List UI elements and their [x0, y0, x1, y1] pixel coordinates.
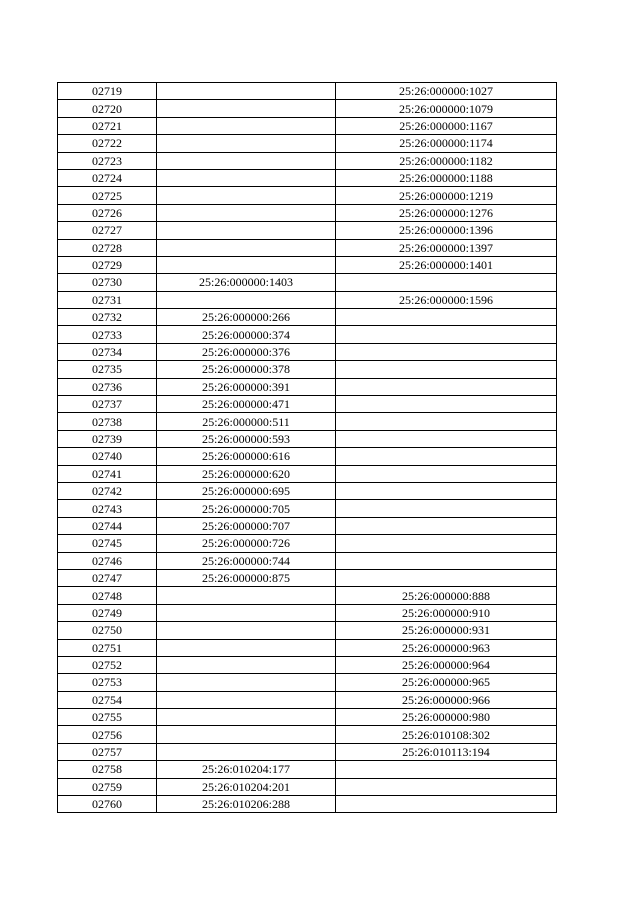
row-number-cell: 02726: [58, 204, 157, 221]
row-number-cell: 02741: [58, 465, 157, 482]
cadastral-number-cell-b: 25:26:010113:194: [336, 743, 557, 760]
table-row: [58, 482, 557, 499]
cadastral-number-cell-a: [157, 239, 336, 256]
table-row: [58, 187, 557, 204]
row-number-cell: 02750: [58, 622, 157, 639]
cadastral-number-cell-a: 25:26:000000:620: [157, 465, 336, 482]
row-number-cell: 02737: [58, 396, 157, 413]
cadastral-number-cell-a: 25:26:000000:471: [157, 396, 336, 413]
cadastral-number-cell-b: 25:26:000000:1027: [336, 83, 557, 100]
cadastral-number-cell-a: [157, 726, 336, 743]
cadastral-number-cell-b: [336, 552, 557, 569]
cadastral-number-cell-b: [336, 517, 557, 534]
row-number-cell: 02729: [58, 256, 157, 273]
cadastral-number-cell-a: [157, 169, 336, 186]
table-row: [58, 604, 557, 621]
row-number-cell: 02719: [58, 83, 157, 100]
cadastral-number-cell-a: [157, 587, 336, 604]
cadastral-number-cell-a: [157, 604, 336, 621]
cadastral-number-cell-a: [157, 187, 336, 204]
cadastral-number-cell-b: [336, 482, 557, 499]
table-row: [58, 709, 557, 726]
row-number-cell: 02727: [58, 222, 157, 239]
row-number-cell: 02745: [58, 535, 157, 552]
cadastral-number-cell-b: [336, 448, 557, 465]
row-number-cell: 02728: [58, 239, 157, 256]
cadastral-number-cell-b: 25:26:000000:963: [336, 639, 557, 656]
row-number-cell: 02743: [58, 500, 157, 517]
cadastral-number-cell-a: 25:26:000000:744: [157, 552, 336, 569]
row-number-cell: 02752: [58, 656, 157, 673]
table-row: [58, 309, 557, 326]
cadastral-number-cell-a: 25:26:000000:391: [157, 378, 336, 395]
cadastral-number-cell-b: [336, 535, 557, 552]
table-row: [58, 448, 557, 465]
table-row: [58, 552, 557, 569]
cadastral-number-cell-b: 25:26:000000:1182: [336, 152, 557, 169]
table-row: [58, 204, 557, 221]
cadastral-number-cell-a: [157, 117, 336, 134]
row-number-cell: 02754: [58, 691, 157, 708]
row-number-cell: 02753: [58, 674, 157, 691]
cadastral-number-cell-b: [336, 378, 557, 395]
table-row: [58, 656, 557, 673]
table-row: [58, 135, 557, 152]
row-number-cell: 02734: [58, 343, 157, 360]
cadastral-number-cell-b: [336, 413, 557, 430]
row-number-cell: 02720: [58, 100, 157, 117]
cadastral-number-cell-b: 25:26:000000:1396: [336, 222, 557, 239]
table-row: [58, 361, 557, 378]
cadastral-number-cell-a: [157, 639, 336, 656]
cadastral-number-cell-a: [157, 135, 336, 152]
table-row: [58, 465, 557, 482]
row-number-cell: 02756: [58, 726, 157, 743]
table-row: [58, 743, 557, 760]
cadastral-number-cell-a: 25:26:000000:616: [157, 448, 336, 465]
cadastral-number-cell-a: [157, 743, 336, 760]
table-row: [58, 326, 557, 343]
table-row: [58, 622, 557, 639]
row-number-cell: 02746: [58, 552, 157, 569]
table-row: [58, 413, 557, 430]
row-number-cell: 02732: [58, 309, 157, 326]
cadastral-number-cell-b: 25:26:000000:1174: [336, 135, 557, 152]
table-row: [58, 222, 557, 239]
row-number-cell: 02748: [58, 587, 157, 604]
table-row: [58, 569, 557, 586]
table-row: [58, 169, 557, 186]
table-row: [58, 778, 557, 795]
table-row: [58, 796, 557, 813]
cadastral-number-cell-a: 25:26:010204:177: [157, 761, 336, 778]
cadastral-number-cell-b: 25:26:000000:1397: [336, 239, 557, 256]
cadastral-number-cell-b: [336, 274, 557, 291]
cadastral-number-cell-a: [157, 204, 336, 221]
table-row: [58, 517, 557, 534]
cadastral-number-cell-a: [157, 674, 336, 691]
cadastral-number-cell-b: 25:26:000000:965: [336, 674, 557, 691]
table-row: [58, 587, 557, 604]
row-number-cell: 02735: [58, 361, 157, 378]
row-number-cell: 02724: [58, 169, 157, 186]
table-row: [58, 291, 557, 308]
cadastral-number-cell-a: 25:26:000000:705: [157, 500, 336, 517]
table-body: [58, 83, 557, 813]
row-number-cell: 02749: [58, 604, 157, 621]
cadastral-number-cell-a: 25:26:000000:374: [157, 326, 336, 343]
cadastral-number-cell-b: 25:26:000000:964: [336, 656, 557, 673]
cadastral-number-cell-b: 25:26:000000:1596: [336, 291, 557, 308]
cadastral-number-cell-b: [336, 465, 557, 482]
cadastral-number-cell-a: [157, 83, 336, 100]
table-row: [58, 274, 557, 291]
cadastral-number-cell-b: 25:26:000000:1401: [336, 256, 557, 273]
cadastral-number-cell-b: [336, 361, 557, 378]
table-row: [58, 117, 557, 134]
cadastral-number-cell-a: 25:26:000000:707: [157, 517, 336, 534]
cadastral-number-cell-b: 25:26:000000:1188: [336, 169, 557, 186]
cadastral-number-cell-a: 25:26:000000:266: [157, 309, 336, 326]
row-number-cell: 02755: [58, 709, 157, 726]
cadastral-number-cell-a: [157, 256, 336, 273]
cadastral-number-cell-b: 25:26:000000:980: [336, 709, 557, 726]
cadastral-number-cell-a: 25:26:010206:288: [157, 796, 336, 813]
cadastral-number-cell-b: 25:26:000000:1276: [336, 204, 557, 221]
cadastral-number-cell-a: 25:26:000000:726: [157, 535, 336, 552]
cadastral-number-cell-a: 25:26:000000:376: [157, 343, 336, 360]
row-number-cell: 02721: [58, 117, 157, 134]
cadastral-number-cell-b: 25:26:010108:302: [336, 726, 557, 743]
cadastral-number-cell-b: [336, 309, 557, 326]
cadastral-number-cell-b: [336, 796, 557, 813]
cadastral-number-cell-a: [157, 691, 336, 708]
table-row: [58, 500, 557, 517]
row-number-cell: 02759: [58, 778, 157, 795]
table-row: [58, 83, 557, 100]
cadastral-number-cell-b: 25:26:000000:1219: [336, 187, 557, 204]
cadastral-number-cell-a: 25:26:010204:201: [157, 778, 336, 795]
row-number-cell: 02747: [58, 569, 157, 586]
row-number-cell: 02725: [58, 187, 157, 204]
row-number-cell: 02760: [58, 796, 157, 813]
cadastral-number-table: [57, 82, 557, 813]
table-row: [58, 343, 557, 360]
table-row: [58, 726, 557, 743]
table-row: [58, 430, 557, 447]
cadastral-number-cell-b: [336, 778, 557, 795]
row-number-cell: 02740: [58, 448, 157, 465]
table-row: [58, 674, 557, 691]
row-number-cell: 02731: [58, 291, 157, 308]
row-number-cell: 02736: [58, 378, 157, 395]
table-row: [58, 239, 557, 256]
cadastral-number-cell-b: [336, 396, 557, 413]
cadastral-number-cell-a: 25:26:000000:378: [157, 361, 336, 378]
table-row: [58, 535, 557, 552]
table-row: [58, 396, 557, 413]
cadastral-number-cell-a: 25:26:000000:511: [157, 413, 336, 430]
cadastral-number-cell-a: 25:26:000000:875: [157, 569, 336, 586]
table-row: [58, 639, 557, 656]
table-row: [58, 378, 557, 395]
cadastral-number-cell-b: [336, 343, 557, 360]
table-row: [58, 152, 557, 169]
row-number-cell: 02751: [58, 639, 157, 656]
row-number-cell: 02742: [58, 482, 157, 499]
cadastral-number-cell-a: 25:26:000000:695: [157, 482, 336, 499]
row-number-cell: 02744: [58, 517, 157, 534]
cadastral-number-cell-b: 25:26:000000:910: [336, 604, 557, 621]
cadastral-number-cell-b: 25:26:000000:888: [336, 587, 557, 604]
cadastral-number-cell-a: [157, 622, 336, 639]
cadastral-number-cell-b: [336, 430, 557, 447]
cadastral-number-cell-b: 25:26:000000:1167: [336, 117, 557, 134]
table-row: [58, 100, 557, 117]
cadastral-number-cell-b: 25:26:000000:966: [336, 691, 557, 708]
cadastral-number-cell-b: [336, 500, 557, 517]
cadastral-number-cell-a: [157, 222, 336, 239]
cadastral-number-cell-a: [157, 656, 336, 673]
row-number-cell: 02730: [58, 274, 157, 291]
cadastral-number-cell-a: [157, 709, 336, 726]
cadastral-number-cell-b: 25:26:000000:1079: [336, 100, 557, 117]
cadastral-number-cell-a: [157, 291, 336, 308]
cadastral-number-cell-a: 25:26:000000:593: [157, 430, 336, 447]
cadastral-number-cell-a: [157, 152, 336, 169]
row-number-cell: 02738: [58, 413, 157, 430]
row-number-cell: 02722: [58, 135, 157, 152]
row-number-cell: 02758: [58, 761, 157, 778]
table-row: [58, 761, 557, 778]
cadastral-number-cell-a: 25:26:000000:1403: [157, 274, 336, 291]
cadastral-number-cell-b: [336, 326, 557, 343]
table-row: [58, 256, 557, 273]
cadastral-number-cell-a: [157, 100, 336, 117]
cadastral-number-cell-b: [336, 761, 557, 778]
table-row: [58, 691, 557, 708]
cadastral-number-cell-b: [336, 569, 557, 586]
cadastral-number-cell-b: 25:26:000000:931: [336, 622, 557, 639]
row-number-cell: 02757: [58, 743, 157, 760]
row-number-cell: 02739: [58, 430, 157, 447]
row-number-cell: 02723: [58, 152, 157, 169]
row-number-cell: 02733: [58, 326, 157, 343]
